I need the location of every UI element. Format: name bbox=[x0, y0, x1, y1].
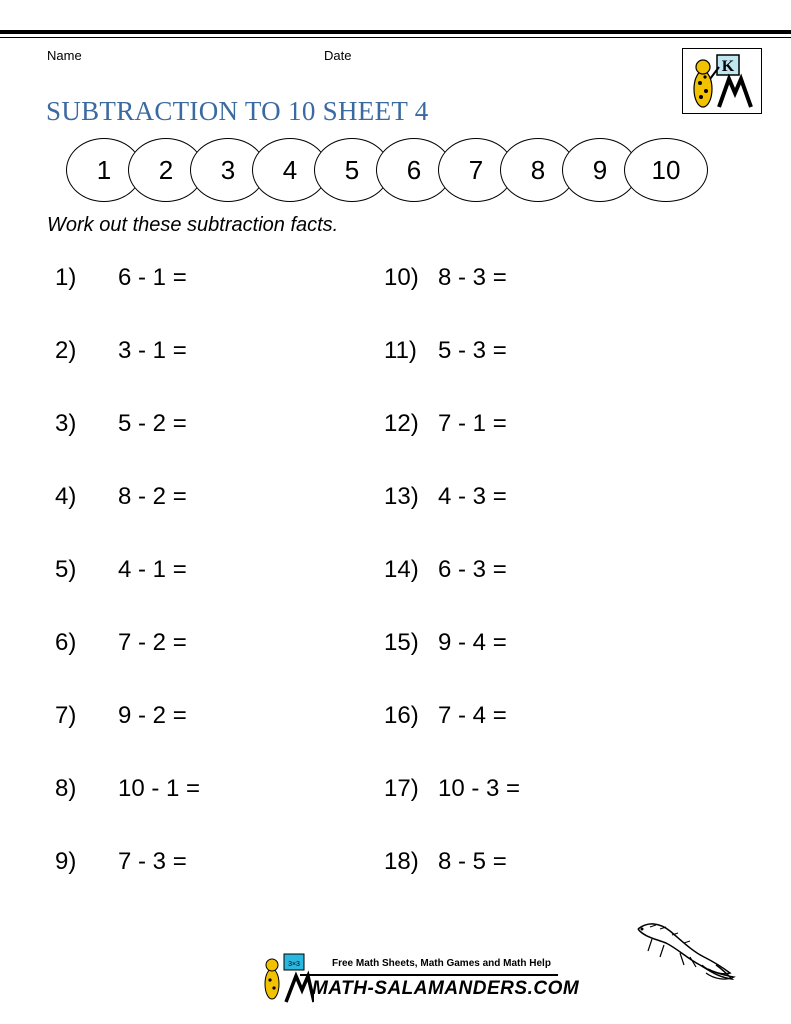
top-rule-thin bbox=[0, 37, 791, 38]
footer-logo-badge: 3×3 bbox=[288, 961, 300, 968]
problem-number: 18) bbox=[384, 848, 419, 875]
problem-6 bbox=[55, 629, 187, 657]
number-bubble: 6 bbox=[376, 138, 452, 202]
problem-7 bbox=[55, 702, 187, 730]
problem-11 bbox=[384, 337, 507, 365]
problem-number: 11) bbox=[384, 337, 417, 364]
problem-number: 8) bbox=[55, 775, 77, 802]
problem-expression: 10 - 3 = bbox=[438, 775, 521, 802]
problem-12 bbox=[384, 410, 507, 438]
problem-expression: 10 - 1 = bbox=[118, 775, 201, 802]
problem-2 bbox=[55, 337, 187, 365]
number-bubble: 8 bbox=[500, 138, 576, 202]
number-bubble: 5 bbox=[314, 138, 390, 202]
problem-number: 9) bbox=[55, 848, 77, 875]
problem-number: 16) bbox=[384, 702, 419, 729]
top-rule bbox=[0, 30, 791, 34]
problem-number: 5) bbox=[55, 556, 77, 583]
problem-5 bbox=[55, 556, 187, 584]
problem-number: 6) bbox=[55, 629, 77, 656]
problem-expression: 7 - 2 = bbox=[118, 629, 187, 656]
page-title: SUBTRACTION TO 10 SHEET 4 bbox=[46, 96, 429, 126]
problem-expression: 8 - 3 = bbox=[438, 264, 507, 291]
problem-number: 2) bbox=[55, 337, 77, 364]
problem-number: 15) bbox=[384, 629, 419, 656]
problem-13 bbox=[384, 483, 507, 511]
problem-14 bbox=[384, 556, 507, 584]
problem-number: 10) bbox=[384, 264, 419, 291]
problem-expression: 6 - 1 = bbox=[118, 264, 187, 291]
problem-number: 14) bbox=[384, 556, 419, 583]
problem-expression: 6 - 3 = bbox=[438, 556, 507, 583]
problem-18 bbox=[384, 848, 507, 876]
footer-salamander-logo-icon bbox=[258, 950, 314, 1004]
problem-expression: 5 - 3 = bbox=[438, 337, 507, 364]
problem-expression: 8 - 2 = bbox=[118, 483, 187, 510]
problem-number: 17) bbox=[384, 775, 419, 802]
problem-9 bbox=[55, 848, 187, 876]
problem-8 bbox=[55, 775, 201, 803]
problem-number: 3) bbox=[55, 410, 77, 437]
instructions: Work out these subtraction facts. bbox=[47, 214, 339, 236]
problem-expression: 7 - 4 = bbox=[438, 702, 507, 729]
number-bubble: 9 bbox=[562, 138, 638, 202]
problem-number: 1) bbox=[55, 264, 77, 291]
problem-number: 4) bbox=[55, 483, 77, 510]
problem-4 bbox=[55, 483, 187, 511]
number-bubble: 1 bbox=[66, 138, 142, 202]
problem-number: 13) bbox=[384, 483, 419, 510]
footer-brand: MATH-SALAMANDERS.COM bbox=[312, 978, 580, 999]
problem-17 bbox=[384, 775, 521, 803]
problem-number: 7) bbox=[55, 702, 77, 729]
footer-tagline: Free Math Sheets, Math Games and Math Help bbox=[332, 958, 551, 969]
problem-number: 12) bbox=[384, 410, 419, 437]
problem-expression: 7 - 3 = bbox=[118, 848, 187, 875]
number-line bbox=[66, 138, 716, 204]
footer-rule bbox=[300, 974, 558, 976]
problem-expression: 3 - 1 = bbox=[118, 337, 187, 364]
number-bubble: 2 bbox=[128, 138, 204, 202]
date-label: Date bbox=[324, 48, 352, 63]
problem-expression: 4 - 3 = bbox=[438, 483, 507, 510]
number-bubble: 3 bbox=[190, 138, 266, 202]
problem-expression: 9 - 2 = bbox=[118, 702, 187, 729]
logo-letter: K bbox=[721, 58, 735, 75]
problem-1 bbox=[55, 264, 187, 292]
name-label: Name bbox=[47, 48, 82, 63]
problem-10 bbox=[384, 264, 507, 292]
salamander-icon bbox=[630, 915, 740, 995]
problem-3 bbox=[55, 410, 187, 438]
problem-16 bbox=[384, 702, 507, 730]
problem-expression: 4 - 1 = bbox=[118, 556, 187, 583]
problem-expression: 7 - 1 = bbox=[438, 410, 507, 437]
number-bubble: 4 bbox=[252, 138, 328, 202]
problem-15 bbox=[384, 629, 507, 657]
number-bubble: 7 bbox=[438, 138, 514, 202]
salamander-logo-icon bbox=[682, 48, 762, 114]
problem-expression: 5 - 2 = bbox=[118, 410, 187, 437]
number-bubble: 10 bbox=[624, 138, 708, 202]
problem-expression: 9 - 4 = bbox=[438, 629, 507, 656]
problem-expression: 8 - 5 = bbox=[438, 848, 507, 875]
